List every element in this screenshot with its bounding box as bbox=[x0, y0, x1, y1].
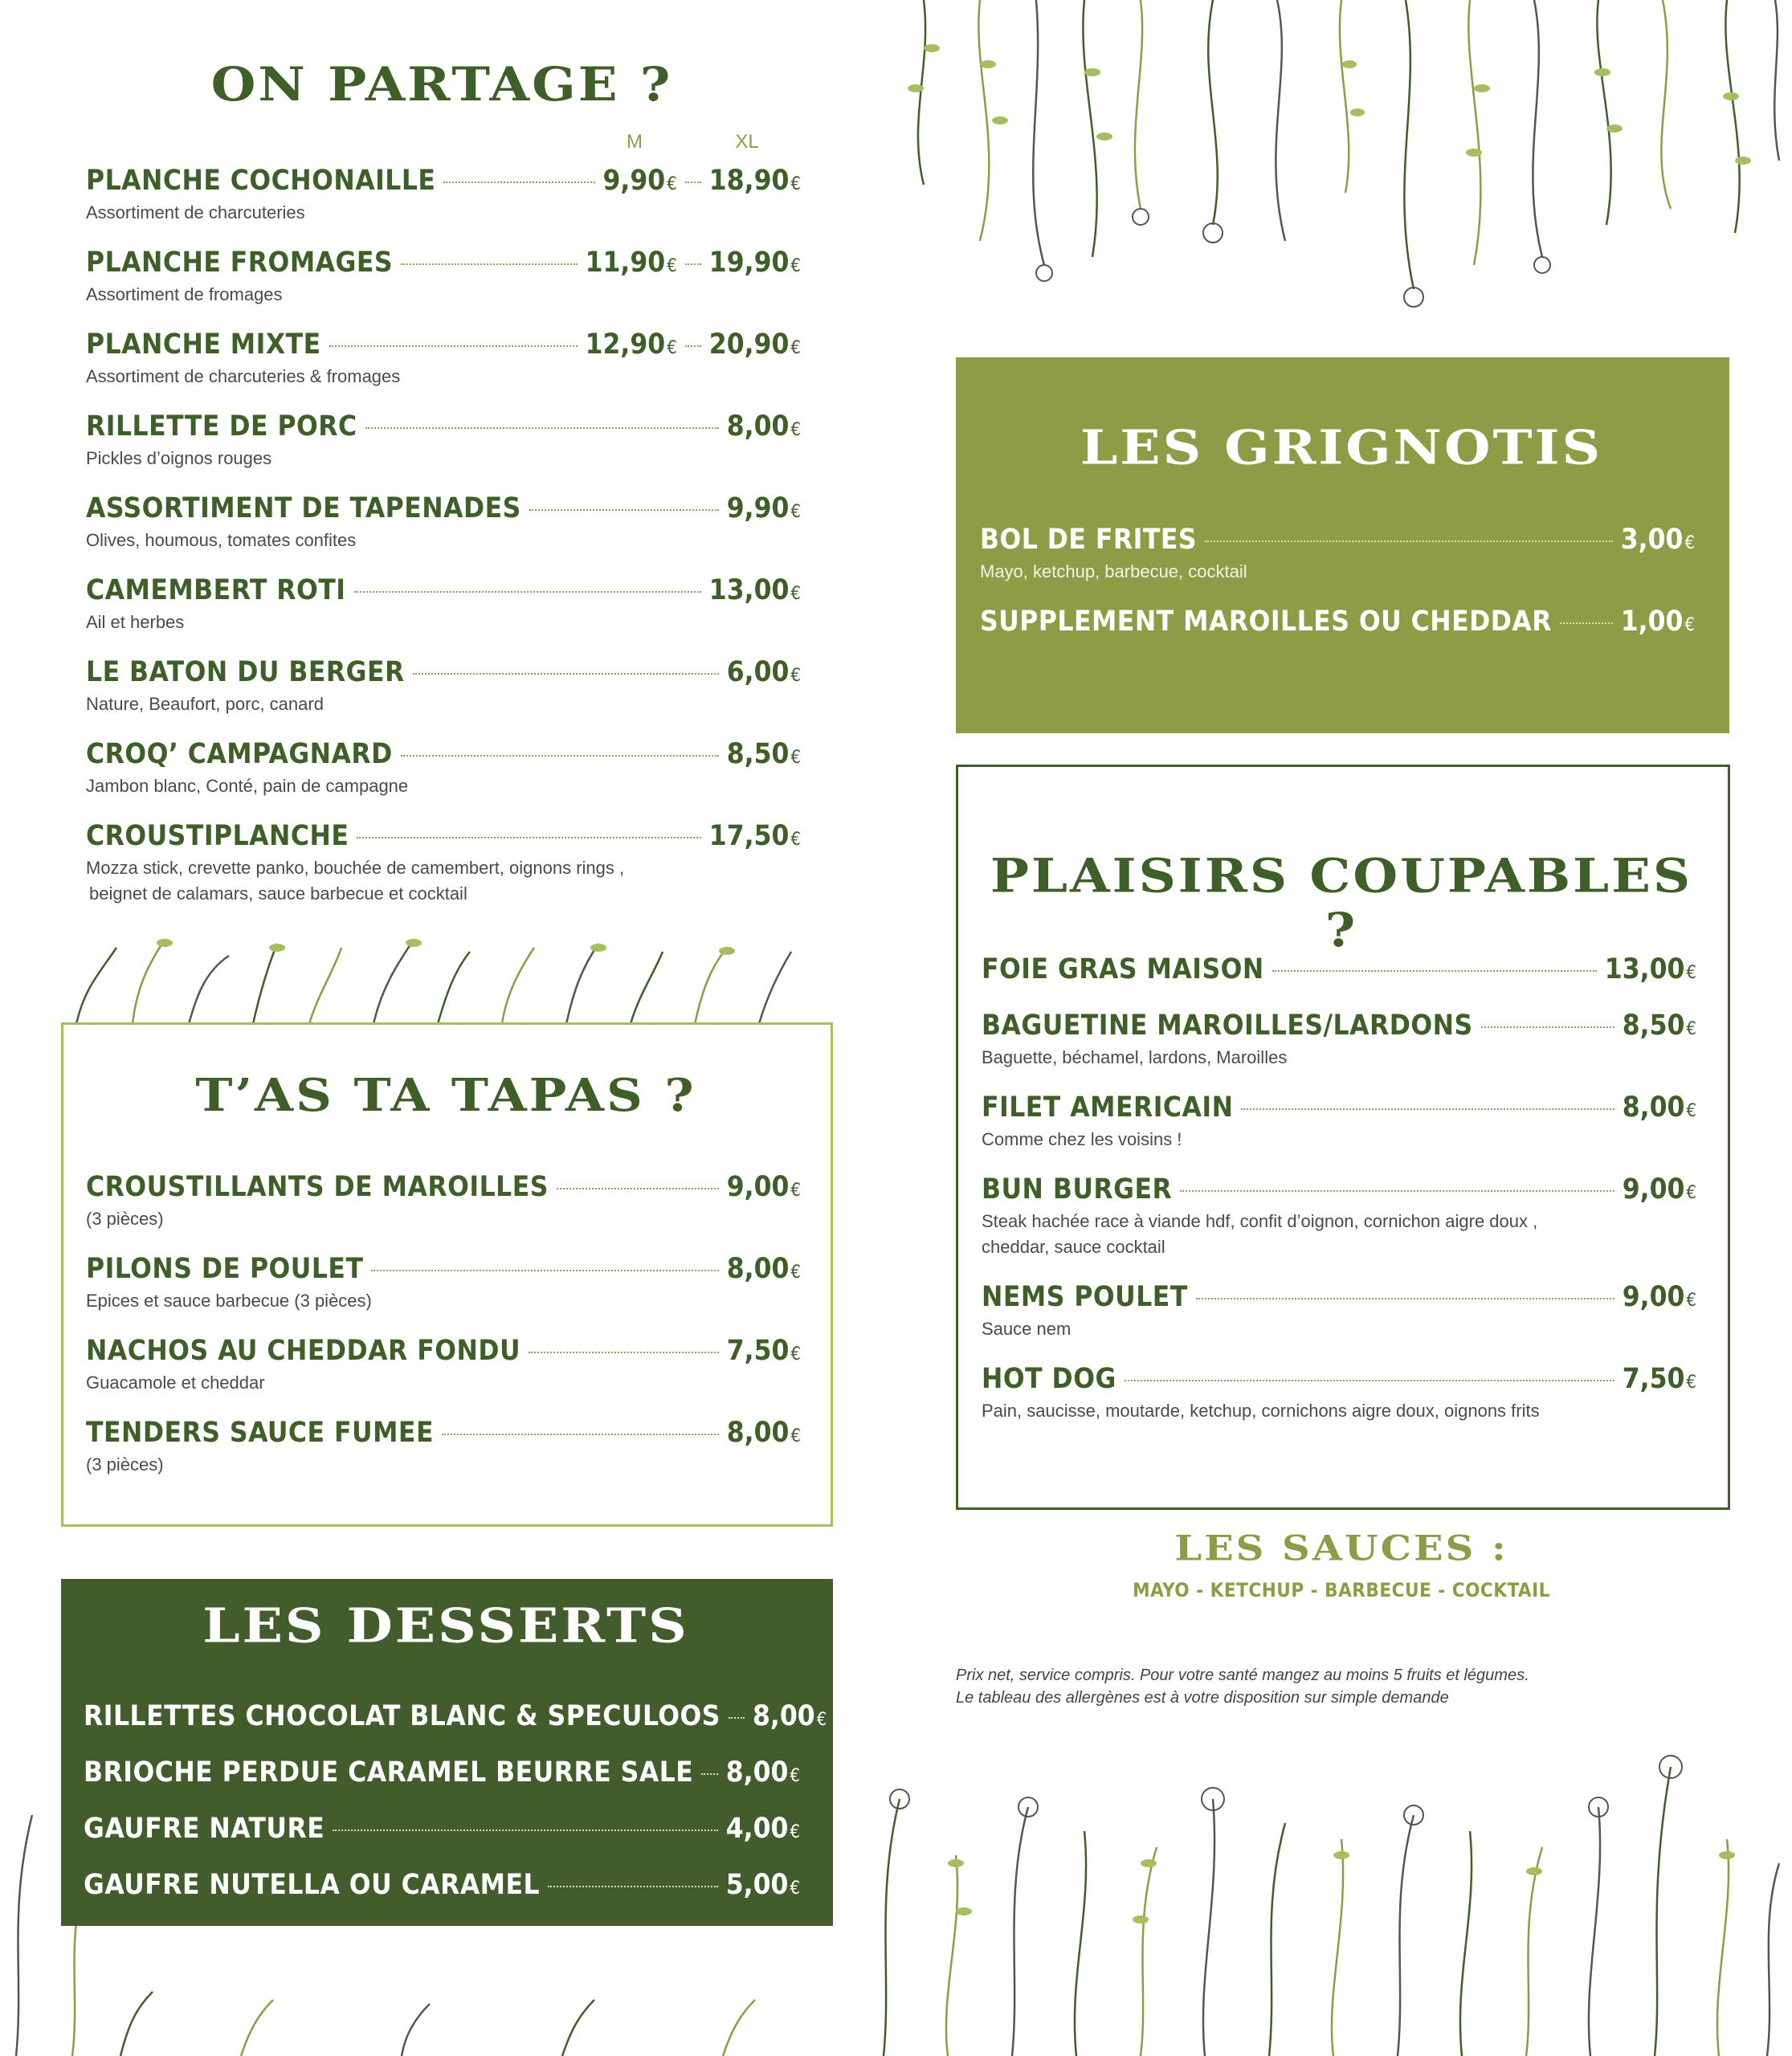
list-item bbox=[86, 1335, 801, 1396]
item-desc: Baguette, béchamel, lardons, Maroilles bbox=[982, 1047, 1288, 1067]
col-header-m: M bbox=[627, 131, 643, 153]
list-item bbox=[84, 1869, 800, 1901]
item-price: 8,00€ bbox=[725, 1756, 800, 1789]
item-price: 6,00€ bbox=[726, 656, 801, 688]
item-price: 13,00€ bbox=[708, 574, 801, 606]
item-price: 7,50€ bbox=[1622, 1363, 1696, 1395]
item-name: BUN BURGER bbox=[982, 1173, 1173, 1205]
item-desc: Mayo, ketchup, barbecue, cocktail bbox=[980, 561, 1247, 581]
item-desc: Steak hachée race à viande hdf, confit d’oignon, cornichon aigre doux , bbox=[982, 1211, 1538, 1231]
item-price: 9,00€ bbox=[726, 1171, 801, 1203]
dot-leader bbox=[413, 673, 719, 675]
dot-leader bbox=[1125, 1380, 1614, 1381]
item-name: GAUFRE NATURE bbox=[84, 1813, 325, 1845]
item-price-xl: 18,90€ bbox=[708, 165, 801, 197]
item-desc: Pickles d’oignos rouges bbox=[86, 448, 272, 468]
item-desc: Nature, Beaufort, porc, canard bbox=[86, 694, 324, 714]
list-item bbox=[982, 1281, 1696, 1342]
item-price: 4,00€ bbox=[725, 1813, 800, 1845]
grignotis-list bbox=[980, 524, 1695, 684]
grass-illustration bbox=[68, 932, 815, 1024]
item-price: 8,00€ bbox=[752, 1700, 827, 1732]
item-name: SUPPLEMENT MAROILLES OU CHEDDAR bbox=[980, 606, 1552, 638]
dot-leader bbox=[1241, 1108, 1614, 1110]
list-item bbox=[982, 1010, 1696, 1071]
item-name: CROQ’ CAMPAGNARD bbox=[86, 738, 393, 770]
foliage-top-illustration bbox=[876, 0, 1792, 377]
item-name: BRIOCHE PERDUE CARAMEL BEURRE SALE bbox=[84, 1756, 694, 1789]
item-name: LE BATON DU BERGER bbox=[86, 656, 405, 688]
item-price: 9,90€ bbox=[726, 492, 801, 524]
item-name: PLANCHE MIXTE bbox=[86, 328, 321, 361]
item-desc: (3 pièces) bbox=[86, 1209, 164, 1229]
item-price-m: 12,90€ bbox=[585, 328, 677, 361]
item-price: 5,00€ bbox=[725, 1869, 800, 1901]
dot-leader bbox=[548, 1886, 718, 1887]
list-item bbox=[86, 1417, 801, 1478]
dot-leader bbox=[1481, 1026, 1614, 1028]
dot-leader bbox=[443, 182, 594, 183]
item-price: 7,50€ bbox=[726, 1335, 801, 1367]
item-desc: Olives, houmous, tomates confites bbox=[86, 530, 357, 550]
item-name: FILET AMERICAIN bbox=[982, 1091, 1234, 1124]
plaisirs-title: PLAISIRS COUPABLES ? bbox=[990, 849, 1693, 958]
desserts-title: LES DESSERTS bbox=[202, 1597, 689, 1654]
list-item bbox=[86, 328, 801, 390]
list-item bbox=[84, 1813, 800, 1845]
item-price: 9,00€ bbox=[1622, 1281, 1696, 1313]
item-price: 8,50€ bbox=[1622, 1010, 1696, 1042]
list-item bbox=[86, 492, 801, 553]
list-item bbox=[86, 410, 801, 471]
item-price-xl: 20,90€ bbox=[708, 328, 801, 361]
dot-leader bbox=[354, 591, 701, 593]
dot-leader bbox=[529, 1352, 719, 1353]
item-price: 8,00€ bbox=[726, 1253, 801, 1285]
item-name: RILLETTE DE PORC bbox=[86, 410, 357, 443]
dot-leader bbox=[1560, 622, 1613, 624]
footnote-line2: Le tableau des allergènes est à votre disposition sur simple demande bbox=[956, 1689, 1449, 1707]
item-desc: Guacamole et cheddar bbox=[86, 1373, 265, 1393]
tapas-list bbox=[86, 1171, 801, 1508]
item-price: 9,00€ bbox=[1622, 1173, 1696, 1205]
dot-leader bbox=[557, 1188, 719, 1189]
item-name: FOIE GRAS MAISON bbox=[982, 953, 1264, 985]
dot-leader bbox=[685, 182, 701, 183]
list-item bbox=[982, 1363, 1696, 1424]
list-item bbox=[86, 738, 801, 799]
dot-leader bbox=[701, 1773, 717, 1775]
dot-leader bbox=[442, 1434, 719, 1435]
dot-leader bbox=[357, 837, 700, 838]
item-desc: Epices et sauce barbecue (3 pièces) bbox=[86, 1291, 372, 1311]
item-price: 17,50€ bbox=[708, 820, 801, 852]
sauces-title: LES SAUCES : bbox=[1174, 1528, 1508, 1569]
list-item bbox=[980, 606, 1695, 638]
item-desc: Ail et herbes bbox=[86, 612, 185, 632]
item-desc: Assortiment de charcuteries bbox=[86, 202, 305, 222]
item-desc: Pain, saucisse, moutarde, ketchup, cornichons aigre doux, oignons frits bbox=[982, 1401, 1540, 1421]
dot-leader bbox=[1180, 1190, 1614, 1192]
dot-leader bbox=[401, 755, 719, 757]
sauces-list: MAYO - KETCHUP - BARBECUE - COCKTAIL bbox=[1133, 1579, 1550, 1601]
dot-leader bbox=[333, 1830, 717, 1831]
dot-leader bbox=[685, 263, 701, 265]
grignotis-title: LES GRIGNOTIS bbox=[1080, 418, 1603, 476]
item-price: 8,00€ bbox=[726, 1417, 801, 1449]
item-price: 8,00€ bbox=[726, 410, 801, 443]
item-desc: Assortiment de charcuteries & fromages bbox=[86, 366, 401, 386]
list-item bbox=[86, 1171, 801, 1232]
item-name: PLANCHE FROMAGES bbox=[86, 247, 394, 279]
item-name: CAMEMBERT ROTI bbox=[86, 574, 346, 606]
list-item bbox=[86, 247, 801, 308]
item-name: PILONS DE POULET bbox=[86, 1253, 364, 1285]
dot-leader bbox=[371, 1270, 718, 1271]
footnote-line1: Prix net, service compris. Pour votre santé mangez au moins 5 fruits et légumes. bbox=[956, 1666, 1529, 1684]
dot-leader bbox=[365, 427, 719, 429]
list-item bbox=[86, 165, 801, 226]
item-desc-line2: beignet de calamars, sauce barbecue et cocktail bbox=[89, 883, 467, 904]
dot-leader bbox=[401, 263, 578, 265]
dot-leader bbox=[1272, 970, 1597, 972]
item-price: 8,50€ bbox=[726, 738, 801, 770]
item-name: NACHOS AU CHEDDAR FONDU bbox=[86, 1335, 521, 1367]
plaisirs-list bbox=[982, 953, 1696, 1435]
item-name: GAUFRE NUTELLA OU CARAMEL bbox=[84, 1869, 541, 1901]
dot-leader bbox=[529, 509, 719, 511]
item-desc: Comme chez les voisins ! bbox=[982, 1129, 1182, 1149]
list-item bbox=[86, 820, 801, 907]
on-partage-title: ON PARTAGE ? bbox=[210, 57, 673, 112]
dot-leader bbox=[329, 345, 578, 347]
on-partage-list bbox=[86, 165, 801, 912]
footnote bbox=[956, 1664, 1679, 1709]
dot-leader bbox=[685, 345, 701, 347]
item-price: 8,00€ bbox=[1622, 1091, 1696, 1124]
item-desc: Sauce nem bbox=[982, 1319, 1072, 1339]
list-item bbox=[84, 1700, 827, 1732]
item-price-m: 9,90€ bbox=[602, 165, 677, 197]
item-price-xl: 19,90€ bbox=[708, 247, 801, 279]
item-name: BAGUETINE MAROILLES/LARDONS bbox=[982, 1010, 1473, 1042]
list-item bbox=[980, 524, 1695, 585]
dot-leader bbox=[729, 1717, 745, 1719]
list-item bbox=[86, 574, 801, 635]
dot-leader bbox=[1196, 1298, 1614, 1299]
item-desc: (3 pièces) bbox=[86, 1454, 164, 1475]
item-price-m: 11,90€ bbox=[585, 247, 677, 279]
item-name: PLANCHE COCHONAILLE bbox=[86, 165, 436, 197]
tapas-title: T’AS TA TAPAS ? bbox=[195, 1068, 696, 1122]
item-desc: Mozza stick, crevette panko, bouchée de camembert, oignons rings , bbox=[86, 858, 625, 878]
item-desc-line2: cheddar, sauce cocktail bbox=[982, 1237, 1165, 1257]
list-item bbox=[86, 1253, 801, 1314]
item-desc: Jambon blanc, Conté, pain de campagne bbox=[86, 776, 409, 796]
col-header-xl: XL bbox=[735, 131, 759, 153]
list-item bbox=[982, 953, 1696, 985]
item-name: RILLETTES CHOCOLAT BLANC & SPECULOOS bbox=[84, 1700, 720, 1732]
item-price: 3,00€ bbox=[1620, 524, 1695, 556]
list-item bbox=[982, 1173, 1696, 1260]
item-desc: Assortiment de fromages bbox=[86, 284, 283, 304]
list-item bbox=[84, 1756, 800, 1789]
item-name: HOT DOG bbox=[982, 1363, 1116, 1395]
list-item bbox=[86, 656, 801, 717]
item-price: 1,00€ bbox=[1620, 606, 1695, 638]
desserts-list bbox=[84, 1700, 827, 1909]
item-name: NEMS POULET bbox=[982, 1281, 1188, 1313]
item-price: 13,00€ bbox=[1604, 953, 1696, 985]
dot-leader bbox=[1205, 541, 1613, 542]
list-item bbox=[982, 1091, 1696, 1152]
item-name: ASSORTIMENT DE TAPENADES bbox=[86, 492, 521, 524]
item-name: CROUSTIPLANCHE bbox=[86, 820, 349, 852]
item-name: BOL DE FRITES bbox=[980, 524, 1198, 556]
item-name: TENDERS SAUCE FUMEE bbox=[86, 1417, 434, 1449]
item-name: CROUSTILLANTS DE MAROILLES bbox=[86, 1171, 549, 1203]
